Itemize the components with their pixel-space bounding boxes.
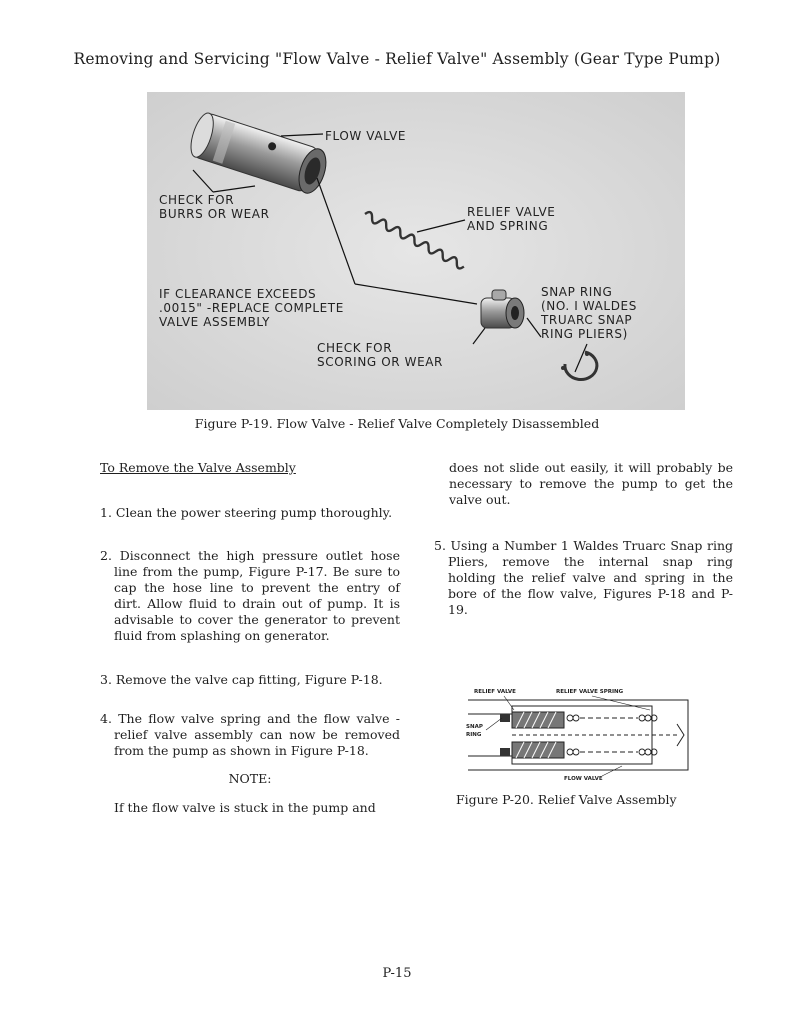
step-3: 3. Remove the valve cap fitting, Figure P-18. (100, 672, 383, 687)
left-column (100, 460, 400, 816)
page-number: P-15 (382, 966, 412, 981)
step-1: 1. Clean the power steering pump thoroughly. (100, 505, 393, 520)
figure-p19-caption: Figure P-19. Flow Valve - Relief Valve Completely Disassembled (194, 416, 600, 431)
continued-text: does not slide out easily, it will probably be necessary to remove the pump to get the valve out. (449, 460, 733, 507)
label-check-burrs-1: CHECK FOR (159, 193, 235, 207)
figure-p19-photo (147, 92, 685, 410)
page-title: Removing and Servicing "Flow Valve - Relief Valve" Assembly (Gear Type Pump) (73, 50, 721, 68)
label-scoring-1: CHECK FOR (317, 341, 393, 355)
fig20-label-relief-valve: RELIEF VALVE (474, 689, 516, 695)
label-relief-1: RELIEF VALVE (467, 205, 556, 219)
note-text: If the flow valve is stuck in the pump and (114, 800, 376, 815)
label-snap-1: SNAP RING (541, 285, 613, 299)
label-relief-2: AND SPRING (467, 219, 549, 233)
step-4: 4. The flow valve spring and the flow valve - relief valve assembly can now be removed from the pump as shown in Figure P-18. (100, 711, 400, 758)
label-snap-4: RING PLIERS) (541, 327, 628, 341)
figure-p20-illustration (452, 684, 692, 784)
label-clearance-3: VALVE ASSEMBLY (159, 315, 271, 329)
valve-housing (468, 700, 688, 770)
fig20-label-snap-2: RING (466, 732, 482, 738)
step-2: 2. Disconnect the high pressure outlet hose line from the pump, Figure P-17. Be sure to cap the hose line to prevent the entry of dirt. Allow fluid to drain out of pump. It is advisable to cover the generator to prevent fluid from splashing on generator. (100, 548, 400, 643)
note-label: NOTE: (228, 771, 272, 786)
step-5: 5. Using a Number 1 Waldes Truarc Snap ring Pliers, remove the internal snap ring holding the relief valve and spring in the bore of the flow valve, Figures P-18 and P-19. (434, 538, 733, 617)
fig20-label-snap-1: SNAP (466, 724, 483, 730)
right-column (434, 460, 733, 618)
label-scoring-2: SCORING OR WEAR (317, 355, 443, 369)
figure-p20-diagram (452, 684, 692, 784)
section-heading: To Remove the Valve Assembly (100, 460, 296, 475)
label-clearance-2: .0015" -REPLACE COMPLETE (159, 301, 344, 315)
label-check-burrs-2: BURRS OR WEAR (159, 207, 270, 221)
label-flow-valve: FLOW VALVE (325, 129, 407, 143)
figure-p19-illustration (147, 92, 685, 410)
fig20-label-relief-spring: RELIEF VALVE SPRING (556, 689, 624, 695)
label-snap-2: (NO. I WALDES (541, 299, 637, 313)
fig20-label-flow-valve: FLOW VALVE (564, 776, 603, 782)
figure-p20-caption: Figure P-20. Relief Valve Assembly (456, 792, 677, 807)
label-clearance-1: IF CLEARANCE EXCEEDS (159, 287, 317, 301)
label-snap-3: TRUARC SNAP (541, 313, 633, 327)
